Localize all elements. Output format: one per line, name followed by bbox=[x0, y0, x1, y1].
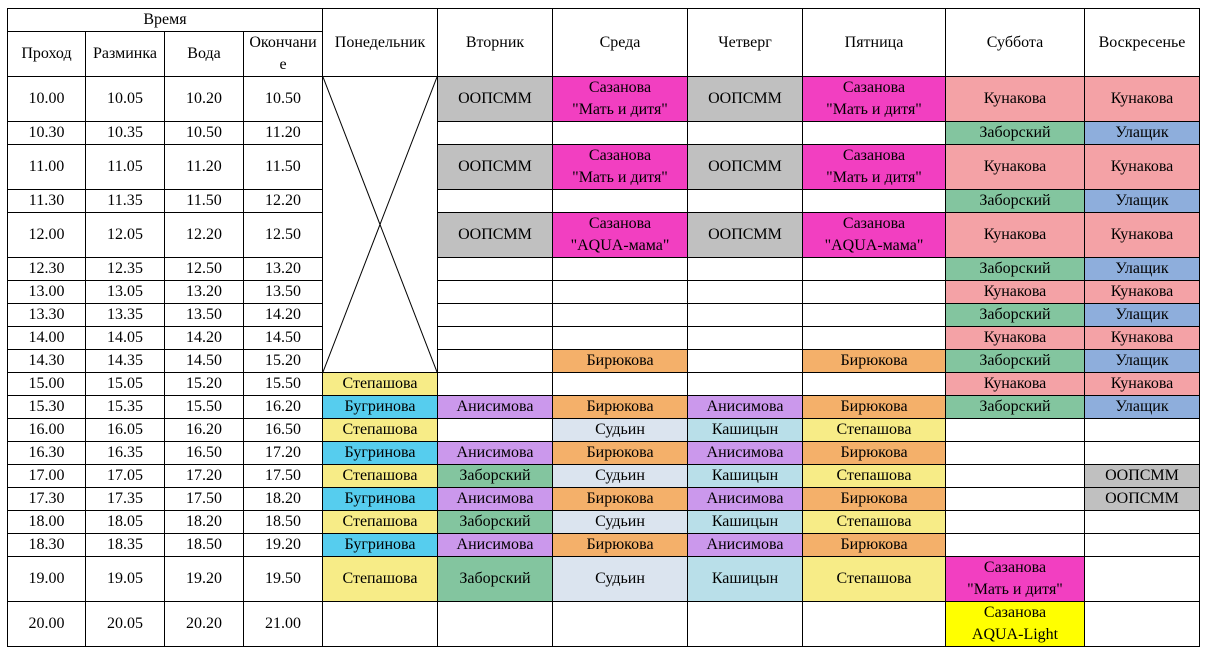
class-cell-wednesday bbox=[553, 281, 688, 304]
class-cell-saturday bbox=[946, 488, 1085, 511]
time-cell-water: 12.20 bbox=[165, 213, 244, 258]
class-cell-sunday: Кунакова bbox=[1085, 77, 1200, 122]
time-cell-pass: 13.30 bbox=[8, 304, 86, 327]
class-cell-sunday bbox=[1085, 419, 1200, 442]
class-cell-thursday bbox=[688, 190, 803, 213]
class-cell-thursday: Анисимова bbox=[688, 442, 803, 465]
instructor-name: Сазанова bbox=[842, 215, 906, 232]
class-cell-saturday: Кунакова bbox=[946, 77, 1085, 122]
schedule-row bbox=[8, 350, 1200, 373]
class-cell-thursday bbox=[688, 602, 803, 647]
class-cell-tuesday bbox=[438, 327, 553, 350]
time-cell-end: 11.20 bbox=[244, 122, 323, 145]
class-cell-tuesday bbox=[438, 304, 553, 327]
class-cell-wednesday bbox=[553, 258, 688, 281]
class-cell-saturday bbox=[946, 511, 1085, 534]
class-cell-monday: Степашова bbox=[323, 373, 438, 396]
instructor-name: Сазанова bbox=[588, 79, 652, 96]
schedule-row bbox=[8, 327, 1200, 350]
time-group-header: Время bbox=[8, 9, 323, 32]
time-cell-pass: 15.30 bbox=[8, 396, 86, 419]
time-cell-water: 15.50 bbox=[165, 396, 244, 419]
time-cell-warmup: 15.35 bbox=[86, 396, 165, 419]
class-cell-monday: Бугринова bbox=[323, 396, 438, 419]
class-cell-friday bbox=[803, 304, 946, 327]
class-cell-friday bbox=[803, 602, 946, 647]
time-cell-end: 19.20 bbox=[244, 534, 323, 557]
class-cell-saturday: Заборский bbox=[946, 122, 1085, 145]
class-cell-friday: Бирюкова bbox=[803, 350, 946, 373]
time-cell-warmup: 10.05 bbox=[86, 77, 165, 122]
class-cell-tuesday bbox=[438, 373, 553, 396]
class-title: "Мать и дитя" bbox=[572, 169, 668, 186]
time-cell-end: 15.20 bbox=[244, 350, 323, 373]
class-cell-thursday bbox=[688, 327, 803, 350]
time-col-header-warmup: Разминка bbox=[86, 32, 165, 77]
time-cell-water: 13.20 bbox=[165, 281, 244, 304]
header-row-top bbox=[8, 9, 1200, 32]
class-cell-thursday bbox=[688, 350, 803, 373]
time-cell-end: 21.00 bbox=[244, 602, 323, 647]
class-cell-saturday: Заборский bbox=[946, 350, 1085, 373]
class-cell-friday: Бирюкова bbox=[803, 442, 946, 465]
time-cell-end: 11.50 bbox=[244, 145, 323, 190]
time-cell-water: 11.50 bbox=[165, 190, 244, 213]
time-cell-warmup: 11.05 bbox=[86, 145, 165, 190]
class-cell-monday: Бугринова bbox=[323, 442, 438, 465]
schedule-row bbox=[8, 557, 1200, 602]
class-cell-sunday: Кунакова bbox=[1085, 281, 1200, 304]
class-cell-sunday: Улащик bbox=[1085, 396, 1200, 419]
time-cell-pass: 19.00 bbox=[8, 557, 86, 602]
class-cell-sunday: ООПСММ bbox=[1085, 488, 1200, 511]
class-cell-wednesday bbox=[553, 122, 688, 145]
class-cell-saturday: Кунакова bbox=[946, 281, 1085, 304]
class-cell-friday: Бирюкова bbox=[803, 396, 946, 419]
class-cell-tuesday: ООПСММ bbox=[438, 213, 553, 258]
class-cell-sunday bbox=[1085, 602, 1200, 647]
schedule-row bbox=[8, 190, 1200, 213]
class-cell-saturday bbox=[946, 602, 1085, 647]
time-cell-pass: 20.00 bbox=[8, 602, 86, 647]
time-cell-end: 10.50 bbox=[244, 77, 323, 122]
class-cell-friday: Степашова bbox=[803, 511, 946, 534]
time-cell-pass: 11.30 bbox=[8, 190, 86, 213]
time-cell-warmup: 14.35 bbox=[86, 350, 165, 373]
class-cell-tuesday bbox=[438, 350, 553, 373]
time-cell-warmup: 17.35 bbox=[86, 488, 165, 511]
class-cell-wednesday: Бирюкова bbox=[553, 488, 688, 511]
class-cell-sunday: Кунакова bbox=[1085, 373, 1200, 396]
time-cell-pass: 18.30 bbox=[8, 534, 86, 557]
class-cell-saturday: Кунакова bbox=[946, 213, 1085, 258]
class-cell-monday: Бугринова bbox=[323, 488, 438, 511]
time-cell-end: 17.50 bbox=[244, 465, 323, 488]
class-title: AQUA-Light bbox=[971, 626, 1059, 643]
class-cell-friday bbox=[803, 373, 946, 396]
class-cell-tuesday bbox=[438, 419, 553, 442]
time-cell-pass: 16.00 bbox=[8, 419, 86, 442]
class-cell-tuesday: ООПСММ bbox=[438, 77, 553, 122]
class-cell-monday: Степашова bbox=[323, 419, 438, 442]
time-cell-pass: 10.30 bbox=[8, 122, 86, 145]
schedule-row bbox=[8, 602, 1200, 647]
class-cell-thursday bbox=[688, 258, 803, 281]
class-cell-wednesday: Судьин bbox=[553, 465, 688, 488]
class-cell-tuesday bbox=[438, 281, 553, 304]
time-cell-water: 20.20 bbox=[165, 602, 244, 647]
class-cell-tuesday bbox=[438, 258, 553, 281]
class-cell-wednesday bbox=[553, 602, 688, 647]
class-cell-friday: Степашова bbox=[803, 419, 946, 442]
class-cell-tuesday: Заборский bbox=[438, 557, 553, 602]
time-cell-water: 14.50 bbox=[165, 350, 244, 373]
time-cell-end: 13.50 bbox=[244, 281, 323, 304]
time-cell-warmup: 13.35 bbox=[86, 304, 165, 327]
time-cell-water: 13.50 bbox=[165, 304, 244, 327]
time-cell-water: 19.20 bbox=[165, 557, 244, 602]
class-cell-monday bbox=[323, 602, 438, 647]
class-cell-saturday bbox=[946, 557, 1085, 602]
class-cell-wednesday bbox=[553, 327, 688, 350]
time-cell-warmup: 18.05 bbox=[86, 511, 165, 534]
time-cell-end: 16.20 bbox=[244, 396, 323, 419]
class-cell-monday: Бугринова bbox=[323, 534, 438, 557]
class-cell-tuesday: Анисимова bbox=[438, 488, 553, 511]
class-title: "Мать и дитя" bbox=[826, 101, 922, 118]
time-cell-warmup: 12.05 bbox=[86, 213, 165, 258]
time-cell-water: 11.20 bbox=[165, 145, 244, 190]
time-cell-warmup: 13.05 bbox=[86, 281, 165, 304]
instructor-name: Сазанова bbox=[588, 147, 652, 164]
time-cell-water: 15.20 bbox=[165, 373, 244, 396]
time-cell-warmup: 16.05 bbox=[86, 419, 165, 442]
day-header-saturday: Суббота bbox=[946, 9, 1085, 77]
class-cell-friday bbox=[803, 122, 946, 145]
class-cell-friday bbox=[803, 281, 946, 304]
schedule-row bbox=[8, 304, 1200, 327]
time-cell-end: 14.20 bbox=[244, 304, 323, 327]
class-cell-saturday bbox=[946, 419, 1085, 442]
time-cell-warmup: 17.05 bbox=[86, 465, 165, 488]
time-cell-end: 12.50 bbox=[244, 213, 323, 258]
time-cell-pass: 14.30 bbox=[8, 350, 86, 373]
class-cell-tuesday: Анисимова bbox=[438, 396, 553, 419]
time-cell-warmup: 20.05 bbox=[86, 602, 165, 647]
class-cell-tuesday: Анисимова bbox=[438, 534, 553, 557]
class-cell-wednesday bbox=[553, 145, 688, 190]
schedule-row bbox=[8, 145, 1200, 190]
time-cell-pass: 15.00 bbox=[8, 373, 86, 396]
time-cell-water: 10.20 bbox=[165, 77, 244, 122]
class-cell-tuesday bbox=[438, 602, 553, 647]
time-cell-pass: 18.00 bbox=[8, 511, 86, 534]
schedule-row bbox=[8, 419, 1200, 442]
class-cell-saturday: Кунакова bbox=[946, 373, 1085, 396]
class-cell-wednesday bbox=[553, 213, 688, 258]
class-cell-friday bbox=[803, 213, 946, 258]
class-cell-saturday: Заборский bbox=[946, 304, 1085, 327]
time-cell-pass: 13.00 bbox=[8, 281, 86, 304]
time-cell-warmup: 18.35 bbox=[86, 534, 165, 557]
time-col-header-end: Окончание bbox=[244, 32, 323, 77]
class-cell-thursday: Кашицын bbox=[688, 557, 803, 602]
class-title: "AQUA-мама" bbox=[824, 237, 924, 254]
time-cell-end: 16.50 bbox=[244, 419, 323, 442]
class-cell-sunday: Улащик bbox=[1085, 122, 1200, 145]
class-cell-thursday: Кашицын bbox=[688, 465, 803, 488]
class-cell-thursday: ООПСММ bbox=[688, 145, 803, 190]
class-title: "AQUA-мама" bbox=[570, 237, 670, 254]
schedule-row bbox=[8, 258, 1200, 281]
time-cell-pass: 11.00 bbox=[8, 145, 86, 190]
day-header-wednesday: Среда bbox=[553, 9, 688, 77]
time-cell-pass: 17.00 bbox=[8, 465, 86, 488]
time-cell-warmup: 11.35 bbox=[86, 190, 165, 213]
class-cell-sunday bbox=[1085, 534, 1200, 557]
class-cell-friday bbox=[803, 77, 946, 122]
time-cell-warmup: 10.35 bbox=[86, 122, 165, 145]
class-cell-friday: Степашова bbox=[803, 557, 946, 602]
class-cell-saturday: Кунакова bbox=[946, 145, 1085, 190]
class-title: "Мать и дитя" bbox=[572, 101, 668, 118]
class-cell-monday: Степашова bbox=[323, 465, 438, 488]
class-cell-thursday: Кашицын bbox=[688, 419, 803, 442]
class-cell-wednesday: Бирюкова bbox=[553, 442, 688, 465]
class-cell-sunday: Улащик bbox=[1085, 350, 1200, 373]
class-cell-wednesday bbox=[553, 304, 688, 327]
time-cell-warmup: 16.35 bbox=[86, 442, 165, 465]
class-cell-wednesday: Судьин bbox=[553, 419, 688, 442]
class-cell-friday bbox=[803, 258, 946, 281]
time-cell-water: 17.20 bbox=[165, 465, 244, 488]
day-header-thursday: Четверг bbox=[688, 9, 803, 77]
time-cell-water: 10.50 bbox=[165, 122, 244, 145]
time-cell-pass: 10.00 bbox=[8, 77, 86, 122]
time-cell-warmup: 14.05 bbox=[86, 327, 165, 350]
schedule-row bbox=[8, 511, 1200, 534]
time-cell-end: 18.20 bbox=[244, 488, 323, 511]
schedule-row bbox=[8, 534, 1200, 557]
class-cell-sunday: Улащик bbox=[1085, 190, 1200, 213]
class-cell-monday: Степашова bbox=[323, 557, 438, 602]
class-cell-sunday: Улащик bbox=[1085, 258, 1200, 281]
class-cell-wednesday: Бирюкова bbox=[553, 350, 688, 373]
class-cell-tuesday: ООПСММ bbox=[438, 145, 553, 190]
time-cell-pass: 14.00 bbox=[8, 327, 86, 350]
class-cell-friday bbox=[803, 145, 946, 190]
time-cell-water: 17.50 bbox=[165, 488, 244, 511]
instructor-name: Сазанова bbox=[588, 215, 652, 232]
class-cell-sunday: Улащик bbox=[1085, 304, 1200, 327]
class-cell-wednesday bbox=[553, 77, 688, 122]
schedule-row bbox=[8, 465, 1200, 488]
time-cell-water: 18.20 bbox=[165, 511, 244, 534]
class-cell-sunday: Кунакова bbox=[1085, 213, 1200, 258]
class-cell-monday: Степашова bbox=[323, 511, 438, 534]
time-cell-end: 14.50 bbox=[244, 327, 323, 350]
class-cell-friday bbox=[803, 327, 946, 350]
class-cell-sunday bbox=[1085, 442, 1200, 465]
time-cell-pass: 12.00 bbox=[8, 213, 86, 258]
time-cell-pass: 17.30 bbox=[8, 488, 86, 511]
class-cell-wednesday: Бирюкова bbox=[553, 396, 688, 419]
class-cell-wednesday bbox=[553, 190, 688, 213]
class-cell-wednesday: Судьин bbox=[553, 511, 688, 534]
schedule-table bbox=[7, 8, 1200, 647]
class-cell-tuesday: Анисимова bbox=[438, 442, 553, 465]
time-cell-end: 18.50 bbox=[244, 511, 323, 534]
class-cell-thursday: Анисимова bbox=[688, 396, 803, 419]
class-cell-thursday bbox=[688, 281, 803, 304]
class-cell-sunday: Кунакова bbox=[1085, 327, 1200, 350]
time-cell-warmup: 19.05 bbox=[86, 557, 165, 602]
day-header-friday: Пятница bbox=[803, 9, 946, 77]
time-cell-pass: 16.30 bbox=[8, 442, 86, 465]
class-cell-saturday: Кунакова bbox=[946, 327, 1085, 350]
class-cell-wednesday bbox=[553, 373, 688, 396]
class-cell-saturday bbox=[946, 465, 1085, 488]
schedule-row bbox=[8, 442, 1200, 465]
class-cell-thursday bbox=[688, 122, 803, 145]
class-cell-thursday: Анисимова bbox=[688, 534, 803, 557]
time-cell-warmup: 15.05 bbox=[86, 373, 165, 396]
time-cell-water: 12.50 bbox=[165, 258, 244, 281]
time-cell-end: 17.20 bbox=[244, 442, 323, 465]
class-cell-friday bbox=[803, 190, 946, 213]
class-cell-thursday: ООПСММ bbox=[688, 77, 803, 122]
time-cell-pass: 12.30 bbox=[8, 258, 86, 281]
schedule-row bbox=[8, 488, 1200, 511]
time-cell-water: 14.20 bbox=[165, 327, 244, 350]
cross-out-mark bbox=[323, 77, 437, 372]
schedule-row bbox=[8, 281, 1200, 304]
schedule-row bbox=[8, 213, 1200, 258]
class-cell-thursday: Кашицын bbox=[688, 511, 803, 534]
day-header-monday: Понедельник bbox=[323, 9, 438, 77]
instructor-name: Сазанова bbox=[842, 79, 906, 96]
schedule-row bbox=[8, 396, 1200, 419]
class-title: "Мать и дитя" bbox=[826, 169, 922, 186]
class-cell-saturday: Заборский bbox=[946, 258, 1085, 281]
time-cell-water: 18.50 bbox=[165, 534, 244, 557]
class-cell-saturday bbox=[946, 534, 1085, 557]
instructor-name: Сазанова bbox=[842, 147, 906, 164]
class-cell-saturday: Заборский bbox=[946, 396, 1085, 419]
class-cell-thursday bbox=[688, 304, 803, 327]
time-cell-end: 13.20 bbox=[244, 258, 323, 281]
schedule-row bbox=[8, 373, 1200, 396]
schedule-row bbox=[8, 77, 1200, 122]
day-header-sunday: Воскресенье bbox=[1085, 9, 1200, 77]
class-cell-wednesday: Судьин bbox=[553, 557, 688, 602]
class-title: "Мать и дитя" bbox=[967, 581, 1063, 598]
class-cell-tuesday: Заборский bbox=[438, 511, 553, 534]
time-col-header-water: Вода bbox=[165, 32, 244, 77]
class-cell-friday: Степашова bbox=[803, 465, 946, 488]
class-cell-tuesday: Заборский bbox=[438, 465, 553, 488]
class-cell-sunday bbox=[1085, 511, 1200, 534]
class-cell-sunday: ООПСММ bbox=[1085, 465, 1200, 488]
class-cell-thursday: ООПСММ bbox=[688, 213, 803, 258]
class-cell-sunday bbox=[1085, 557, 1200, 602]
time-cell-end: 15.50 bbox=[244, 373, 323, 396]
time-cell-end: 12.20 bbox=[244, 190, 323, 213]
schedule-row bbox=[8, 122, 1200, 145]
monday-no-classes-cross bbox=[323, 77, 438, 373]
time-col-header-pass: Проход bbox=[8, 32, 86, 77]
class-cell-tuesday bbox=[438, 122, 553, 145]
class-cell-friday: Бирюкова bbox=[803, 488, 946, 511]
class-cell-tuesday bbox=[438, 190, 553, 213]
day-header-tuesday: Вторник bbox=[438, 9, 553, 77]
class-cell-thursday bbox=[688, 373, 803, 396]
instructor-name: Сазанова bbox=[983, 604, 1047, 621]
time-cell-warmup: 12.35 bbox=[86, 258, 165, 281]
time-cell-water: 16.20 bbox=[165, 419, 244, 442]
time-cell-water: 16.50 bbox=[165, 442, 244, 465]
class-cell-friday: Бирюкова bbox=[803, 534, 946, 557]
class-cell-sunday: Кунакова bbox=[1085, 145, 1200, 190]
class-cell-thursday: Анисимова bbox=[688, 488, 803, 511]
class-cell-saturday bbox=[946, 442, 1085, 465]
class-cell-saturday: Заборский bbox=[946, 190, 1085, 213]
instructor-name: Сазанова bbox=[983, 559, 1047, 576]
time-cell-end: 19.50 bbox=[244, 557, 323, 602]
class-cell-wednesday: Бирюкова bbox=[553, 534, 688, 557]
